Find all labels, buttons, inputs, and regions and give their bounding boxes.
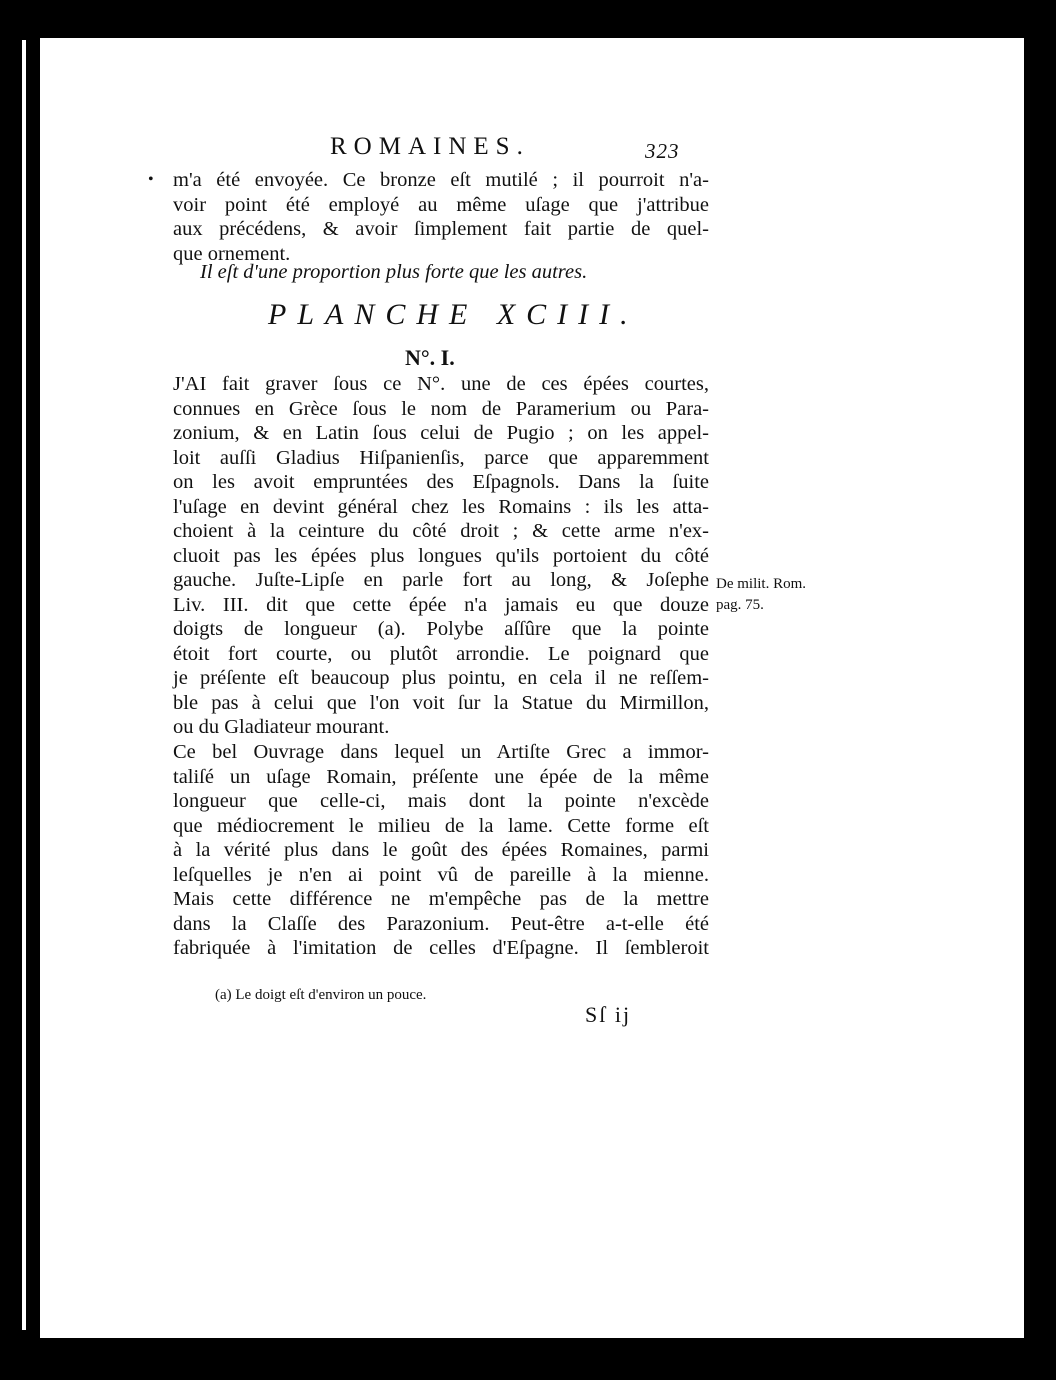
text-line: doigts de longueur (a). Polybe aſſûre que la pointe bbox=[173, 618, 709, 640]
text-line: à la vérité plus dans le goût des épées Romaines, parmi bbox=[173, 839, 709, 861]
signature-mark: Sſ ij bbox=[585, 1002, 632, 1027]
text-line: Liv. III. dit que cette épée n'a jamais eu que douze bbox=[173, 593, 709, 616]
text-line: cluoit pas les épées plus longues qu'ils portoient du côté bbox=[173, 544, 709, 567]
text-line: étoit fort courte, ou plutôt arrondie. Le poignard que bbox=[173, 642, 709, 665]
text-line: longueur que celle-ci, mais dont la pointe n'excède bbox=[173, 790, 709, 812]
text-line: loit auſſi Gladius Hiſpanienſis, parce que apparemment bbox=[173, 446, 709, 469]
footnote: (a) Le doigt eſt d'environ un pouce. bbox=[215, 987, 427, 1003]
text-line: voir point été employé au même uſage que j'attribue bbox=[173, 193, 709, 216]
text-line: fabriquée à l'imitation de celles d'Eſpagne. Il ſembleroit bbox=[173, 937, 709, 959]
text-line: choient à la ceinture du côté droit ; & cette arme n'ex- bbox=[173, 520, 709, 542]
number-heading: N°. I. bbox=[405, 345, 455, 370]
running-head: ROMAINES. bbox=[330, 133, 530, 160]
text-line: taliſé un uſage Romain, préſente une épée de la même bbox=[173, 765, 709, 788]
text-line: ou du Gladiateur mourant. bbox=[173, 716, 390, 738]
plate-title: PLANCHE XCIII. bbox=[268, 298, 639, 331]
text-line: l'uſage en devint général chez les Romains : ils les atta- bbox=[173, 495, 709, 518]
paragraph-two bbox=[173, 740, 709, 961]
text-line: leſquelles je n'en ai point vû de pareille à la mienne. bbox=[173, 863, 709, 886]
text-line: zonium, & en Latin ſous celui de Pugio ; on les appel- bbox=[173, 422, 709, 444]
text-line: je préſente eſt beaucoup plus pointu, en cela il ne reſſem- bbox=[173, 667, 709, 689]
margin-dot: • bbox=[148, 171, 154, 188]
margin-note-line1: De milit. Rom. bbox=[716, 576, 806, 592]
intro-paragraph bbox=[173, 168, 709, 266]
page-edge bbox=[22, 40, 26, 1330]
text-line: que ornement. bbox=[173, 242, 291, 265]
text-line: gauche. Juſte-Lipſe en parle fort au long, & Joſephe bbox=[173, 569, 709, 591]
text-line: Mais cette différence ne m'empêche pas de la mettre bbox=[173, 888, 709, 910]
text-line: Ce bel Ouvrage dans lequel un Artiſte Grec a immor- bbox=[173, 741, 709, 763]
page-number: 323 bbox=[645, 139, 680, 163]
text-line: J'AI fait graver ſous ce N°. une de ces épées courtes, bbox=[173, 373, 709, 395]
text-line: que médiocrement le milieu de la lame. Cette forme eſt bbox=[173, 814, 709, 837]
italic-note: Il eſt d'une proportion plus forte que les autres. bbox=[200, 261, 588, 283]
text-line: aux précédens, & avoir ſimplement fait partie de quel- bbox=[173, 218, 709, 240]
text-line: on les avoit empruntées des Eſpagnols. Dans la ſuite bbox=[173, 471, 709, 493]
text-line: ble pas à celui que l'on voit ſur la Statue du Mirmillon, bbox=[173, 691, 709, 714]
margin-note-line2: pag. 75. bbox=[716, 597, 764, 613]
paragraph-one bbox=[173, 372, 709, 740]
text-line: m'a été envoyée. Ce bronze eſt mutilé ; il pourroit n'a- bbox=[173, 169, 709, 191]
text-line: dans la Claſſe des Parazonium. Peut-être a-t-elle été bbox=[173, 912, 709, 935]
text-line: connues en Grèce ſous le nom de Paramerium ou Para- bbox=[173, 397, 709, 420]
